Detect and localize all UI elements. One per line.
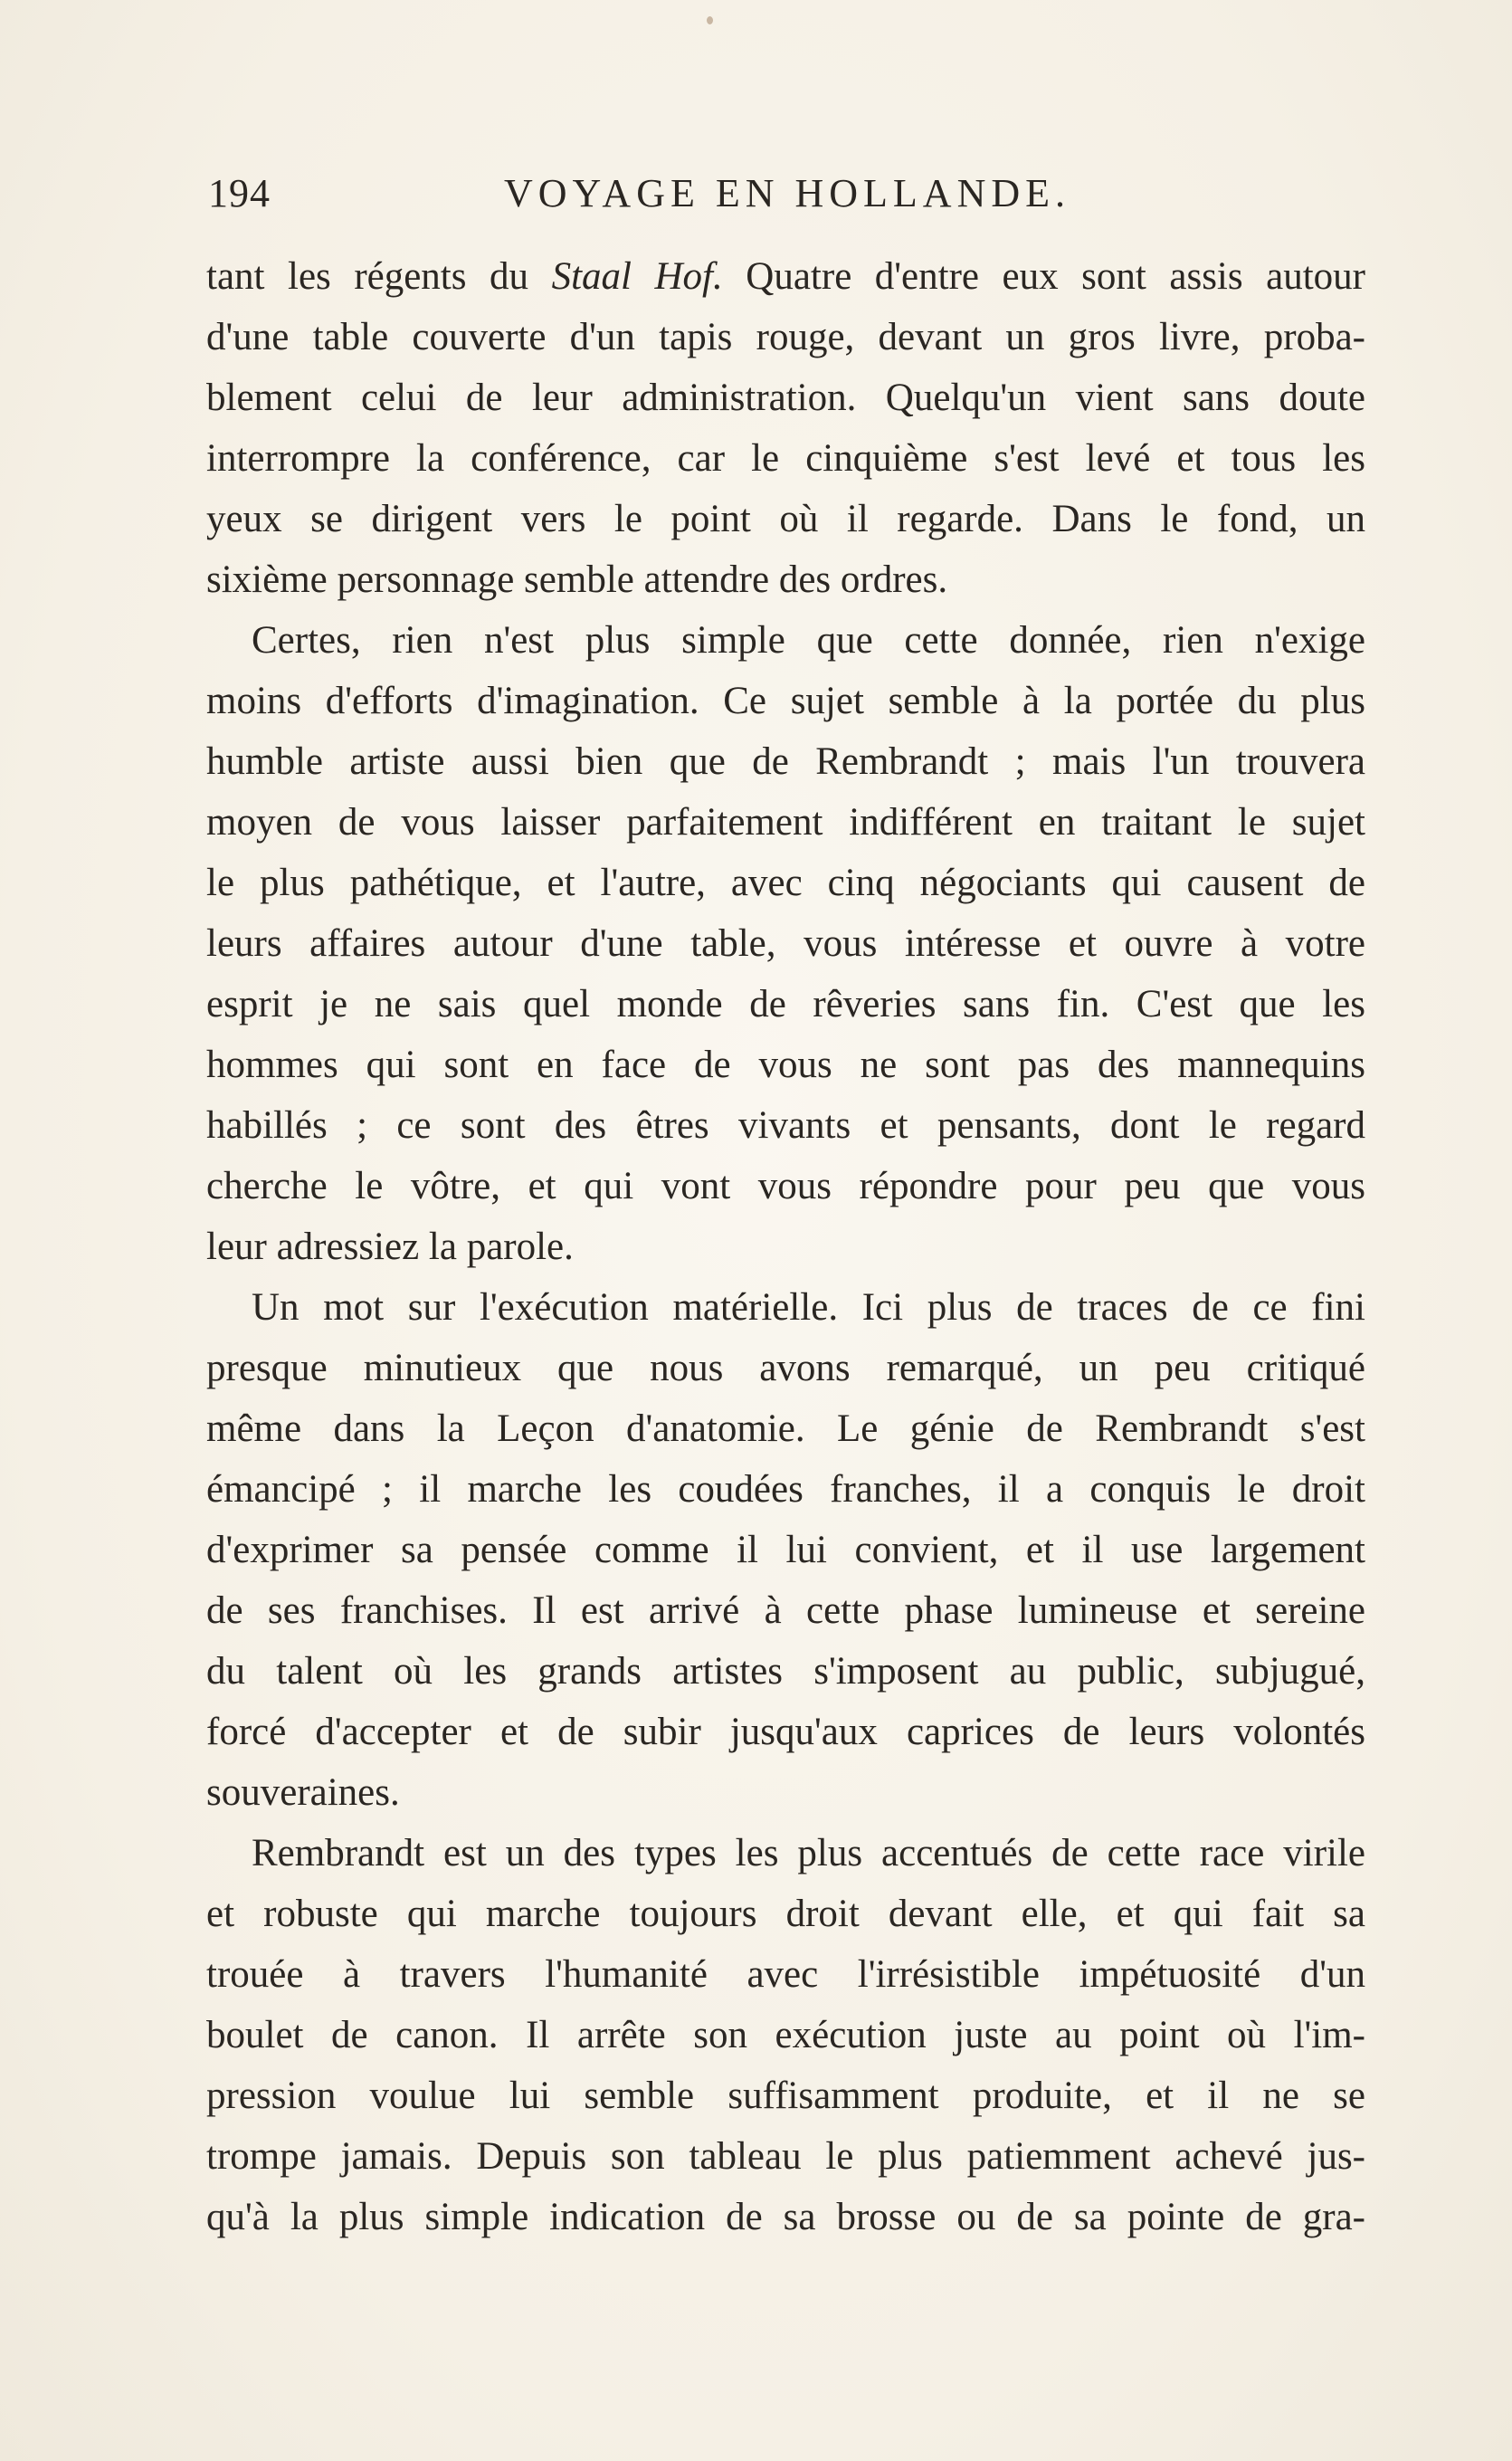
text-line: qu'à la plus simple indication de sa brosse ou de sa pointe de gra- xyxy=(206,2196,1365,2238)
text-line: yeux se dirigent vers le point où il regarde. Dans le fond, un xyxy=(206,498,1365,540)
text-line: interrompre la conférence, car le cinquième s'est levé et tous les xyxy=(206,437,1365,480)
text-line: Rembrandt est un des types les plus accentués de cette race virile xyxy=(252,1832,1365,1874)
text-line: de ses franchises. Il est arrivé à cette phase lumineuse et sereine xyxy=(206,1589,1365,1632)
page-header xyxy=(208,170,1366,224)
text-line: blement celui de leur administration. Quelqu'un vient sans doute xyxy=(206,377,1365,419)
body-text xyxy=(206,246,1365,2247)
text-line: esprit je ne sais quel monde de rêveries sans fin. C'est que les xyxy=(206,983,1365,1025)
text-line: moyen de vous laisser parfaitement indifférent en traitant le sujet xyxy=(206,801,1365,844)
text-line: boulet de canon. Il arrête son exécution juste au point où l'im- xyxy=(206,2014,1365,2056)
text-line: trouée à travers l'humanité avec l'irrésistible impétuosité d'un xyxy=(206,1953,1365,1996)
text-line: habillés ; ce sont des êtres vivants et pensants, dont le regard xyxy=(206,1104,1365,1147)
text-line: leur adressiez la parole. xyxy=(206,1226,574,1268)
text-line: moins d'efforts d'imagination. Ce sujet semble à la portée du plus xyxy=(206,680,1365,722)
text-line: souveraines. xyxy=(206,1771,400,1814)
text-line: Certes, rien n'est plus simple que cette donnée, rien n'exige xyxy=(252,619,1365,662)
text-line: même dans la Leçon d'anatomie. Le génie de Rembrandt s'est xyxy=(206,1407,1365,1450)
text-line: hommes qui sont en face de vous ne sont pas des mannequins xyxy=(206,1044,1365,1086)
page-number: 194 xyxy=(208,171,271,215)
text-line: d'une table couverte d'un tapis rouge, devant un gros livre, proba- xyxy=(206,316,1365,358)
text-line: trompe jamais. Depuis son tableau le plus patiemment achevé jus- xyxy=(206,2135,1365,2178)
italic-title: Staal Hof. xyxy=(551,255,723,298)
text-line: leurs affaires autour d'une table, vous intéresse et ouvre à votre xyxy=(206,922,1365,965)
text-line: émancipé ; il marche les coudées franches, il a conquis le droit xyxy=(206,1468,1365,1511)
running-title: VOYAGE EN HOLLANDE. xyxy=(503,171,1071,215)
text-line: sixième personnage semble attendre des ordres. xyxy=(206,558,948,601)
text-line: cherche le vôtre, et qui vont vous répondre pour peu que vous xyxy=(206,1165,1365,1207)
text-line: d'exprimer sa pensée comme il lui convient, et il use largement xyxy=(206,1529,1365,1571)
text-line: du talent où les grands artistes s'imposent au public, subjugué, xyxy=(206,1650,1365,1693)
text-line: forcé d'accepter et de subir jusqu'aux caprices de leurs volontés xyxy=(206,1711,1365,1753)
text-line: Un mot sur l'exécution matérielle. Ici plus de traces de ce fini xyxy=(252,1286,1365,1329)
text-line: tant les régents du Staal Hof. Quatre d'entre eux sont assis autour xyxy=(206,255,1365,298)
ink-speck xyxy=(707,16,713,24)
text-line: humble artiste aussi bien que de Rembrandt ; mais l'un trouvera xyxy=(206,740,1365,783)
text-line: presque minutieux que nous avons remarqué, un peu critiqué xyxy=(206,1347,1365,1389)
text-line: le plus pathétique, et l'autre, avec cinq négociants qui causent de xyxy=(206,862,1365,904)
text-line: et robuste qui marche toujours droit devant elle, et qui fait sa xyxy=(206,1893,1365,1935)
text-line: pression voulue lui semble suffisamment produite, et il ne se xyxy=(206,2075,1365,2117)
